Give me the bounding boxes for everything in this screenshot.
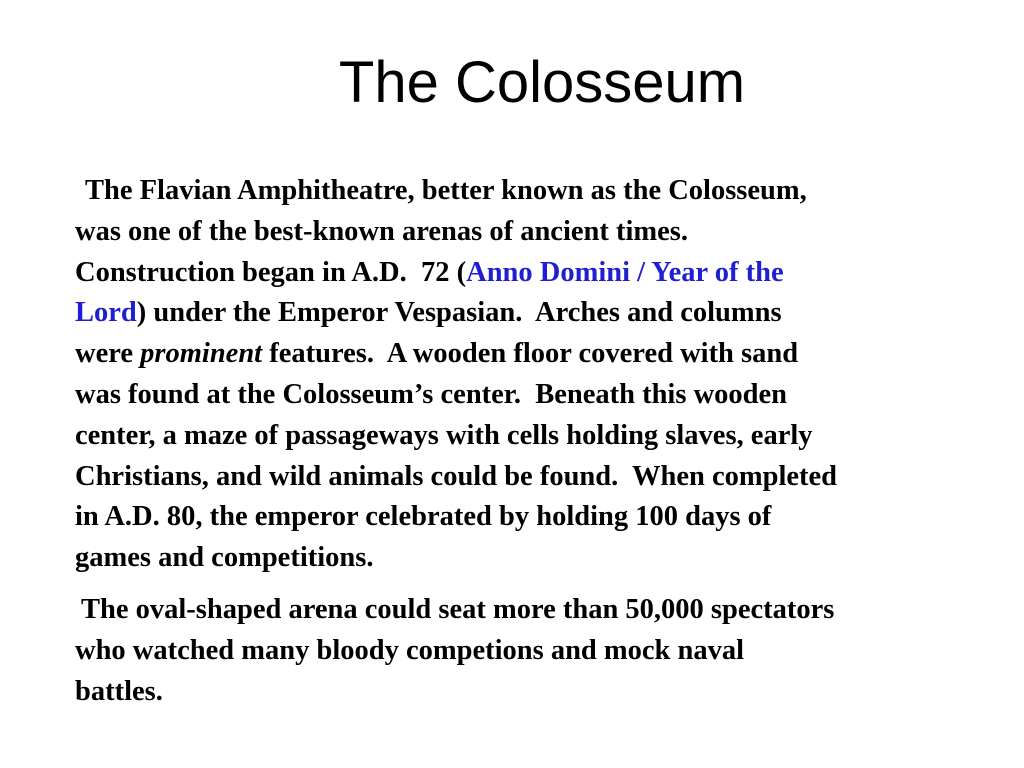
text-line	[75, 253, 1005, 294]
text-line	[75, 416, 1005, 457]
text-span: was one of the best-known arenas of ancient times.	[75, 215, 689, 247]
text-line	[75, 293, 1005, 334]
text-line	[75, 672, 1005, 713]
text-span: was found at the Colosseum’s center. Beneath this wooden	[75, 378, 787, 410]
text-line	[75, 497, 1005, 538]
text-span: center, a maze of passageways with cells holding slaves, early	[75, 419, 813, 451]
text-span: in A.D. 80, the emperor celebrated by holding 100 days of	[75, 501, 772, 533]
text-span: who watched many bloody competions and mock naval	[75, 634, 745, 666]
text-line	[75, 334, 1005, 375]
text-line	[75, 538, 1005, 579]
paragraph-oval-arena	[75, 590, 1005, 712]
text-span: ) under the Emperor Vespasian. Arches and columns	[136, 297, 782, 329]
text-span: games and competitions.	[75, 542, 374, 574]
text-span: The oval-shaped arena could seat more than 50,000 spectators	[81, 594, 835, 625]
text-span: features. A wooden floor covered with sand	[262, 338, 799, 370]
text-span: Christians, and wild animals could be found. When completed	[75, 460, 837, 492]
text-span: battles.	[75, 675, 163, 707]
anno-domini-link-continued[interactable]: Lord	[75, 297, 137, 329]
text-line	[75, 212, 1005, 253]
paragraph-flavian-amphitheatre	[75, 171, 1005, 579]
text-span: Construction began in A.D. 72 (	[75, 256, 467, 288]
anno-domini-link[interactable]: Anno Domini / Year of the	[466, 256, 784, 288]
text-line	[75, 375, 1005, 416]
text-line	[75, 631, 1005, 672]
text-line	[75, 590, 1005, 631]
text-span: were	[75, 338, 141, 370]
text-line	[75, 171, 1005, 212]
slide-title: The Colosseum	[338, 50, 746, 115]
text-span: The Flavian Amphitheatre, better known as the Colosseum,	[85, 175, 807, 206]
text-line	[75, 457, 1005, 498]
emphasis-prominent: prominent	[140, 338, 263, 370]
